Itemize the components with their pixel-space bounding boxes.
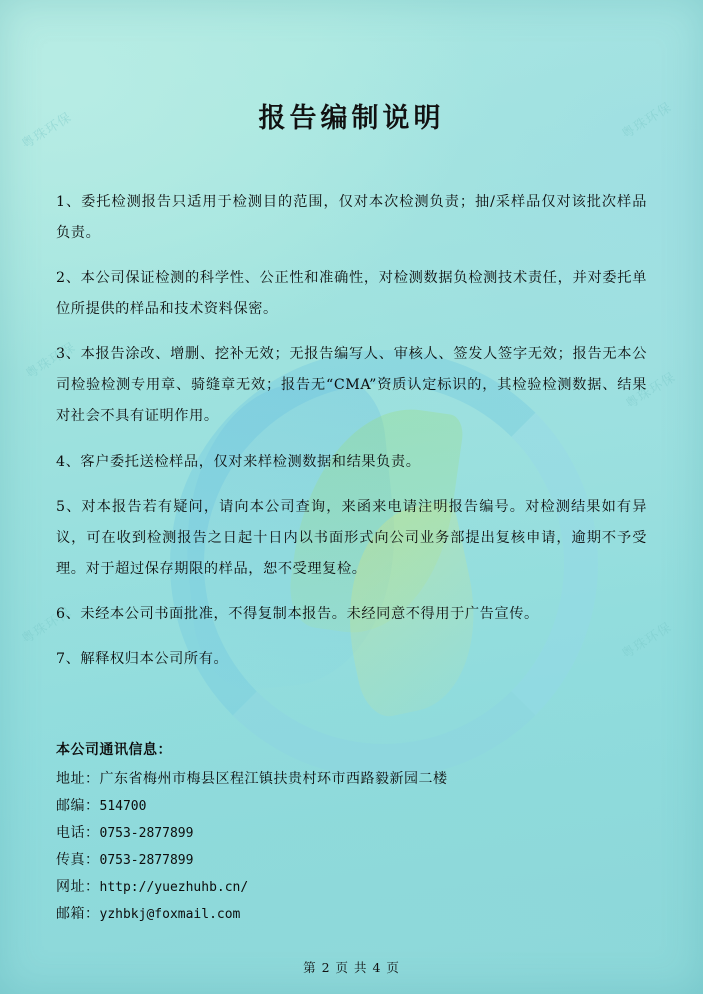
watermark-text: 粤珠环保 xyxy=(623,369,679,413)
clause-item: 7、解释权归本公司所有。 xyxy=(56,651,229,668)
contact-postcode-value: 514700 xyxy=(99,799,147,815)
page-footer: 第 2 页 共 4 页 xyxy=(303,960,400,975)
contact-postcode-row xyxy=(56,793,647,820)
contact-postcode-label: 邮编： xyxy=(56,798,100,815)
watermark-text: 粤珠环保 xyxy=(19,604,75,648)
clause-item: 2、本公司保证检测的科学性、公正性和准确性，对检测数据负检测技术责任，并对委托单位所提供的样品和技术资料保密。 xyxy=(56,270,647,318)
contact-phone-value: 0753-2877899 xyxy=(99,826,194,842)
watermark-text: 粤珠环保 xyxy=(619,619,675,663)
contact-address-value: 广东省梅州市梅县区程江镇扶贵村环市西路毅新园二楼 xyxy=(99,771,448,788)
clause-item: 6、未经本公司书面批准，不得复制本报告。未经同意不得用于广告宣传。 xyxy=(56,605,539,622)
contact-heading: 本公司通讯信息： xyxy=(56,742,172,759)
clause-item: 5、对本报告若有疑问，请向本公司查询，来函来电请注明报告编号。对检测结果如有异议，可在收到检测报告之日起十日内以书面形式向公司业务部提出复核申请，逾期不予受理。对于超过保存期限的样品，恕不受理复检。 xyxy=(56,498,647,577)
contact-email-value[interactable]: yzhbkj@foxmail.com xyxy=(99,907,241,923)
clause-item: 4、客户委托送检样品，仅对来样检测数据和结果负责。 xyxy=(56,453,421,470)
contact-phone-label: 电话： xyxy=(56,825,100,842)
contact-phone-row xyxy=(56,820,647,847)
contact-website-label: 网址： xyxy=(56,879,100,896)
contact-website-row xyxy=(56,874,647,901)
page-title: 报告编制说明 xyxy=(258,103,445,134)
contact-fax-value: 0753-2877899 xyxy=(99,853,194,869)
contact-website-value[interactable]: http://yuezhuhb.cn/ xyxy=(99,880,249,896)
clause-list xyxy=(56,187,647,675)
watermark-text: 粤珠环保 xyxy=(19,109,75,153)
contact-email-label: 邮箱： xyxy=(56,906,100,923)
clause-item: 3、本报告涂改、增删、挖补无效；无报告编写人、审核人、签发人签字无效；报告无本公司检验检测专用章、骑缝章无效；报告无“CMA”资质认定标识的，其检验检测数据、结果对社会不具有证明作用。 xyxy=(56,346,647,425)
contact-address-label: 地址： xyxy=(56,771,100,788)
contact-address-row xyxy=(56,766,647,793)
contact-email-row xyxy=(56,901,647,928)
clause-item: 1、委托检测报告只适用于检测目的范围，仅对本次检测负责；抽/采样品仅对该批次样品负责。 xyxy=(56,194,647,241)
watermark-text: 粤珠环保 xyxy=(23,339,79,383)
contact-block xyxy=(56,737,647,928)
contact-fax-label: 传真： xyxy=(56,852,100,869)
watermark-text: 粤珠环保 xyxy=(619,99,675,143)
contact-fax-row xyxy=(56,847,647,874)
